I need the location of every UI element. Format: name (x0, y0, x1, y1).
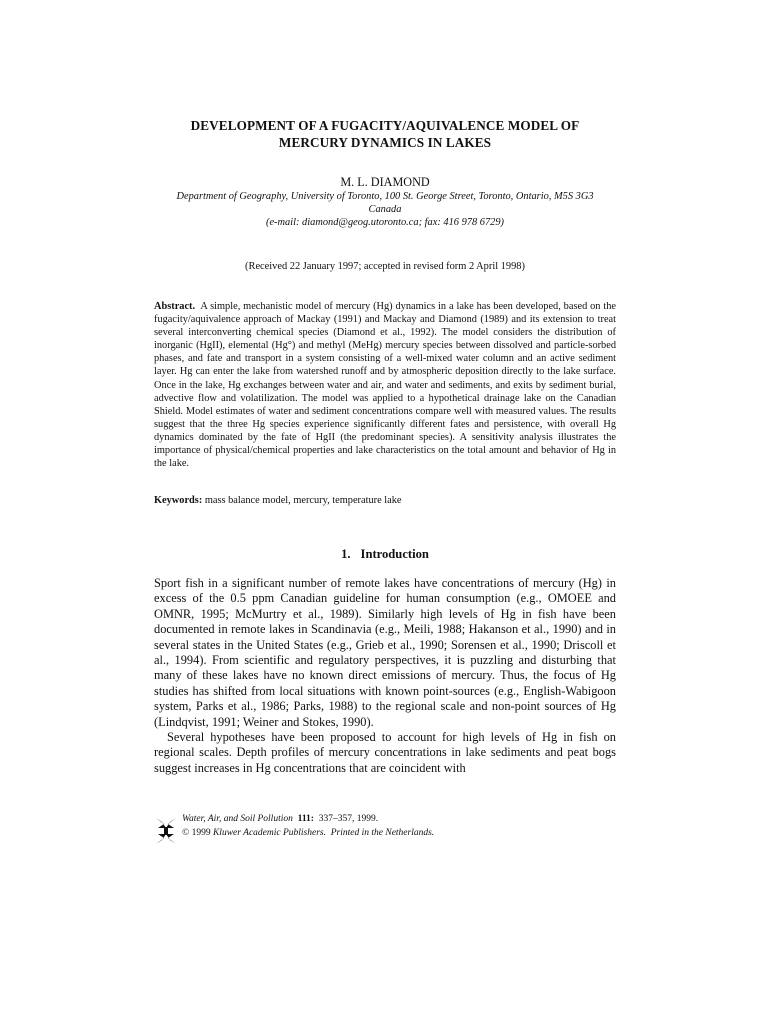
author-name: M. L. DIAMOND (340, 175, 430, 189)
keywords-text: mass balance model, mercury, temperature lake (204, 495, 402, 506)
affiliation (154, 190, 616, 229)
paragraph: Sport fish in a significant number of remote lakes have concentrations of mercury (Hg) in excess of the 0.5 ppm Canadian guideline for human consumption (e.g., OMOEE and OMNR, 1995; McMurtry et al., 1989). Similarly high levels of Hg in fish have been documented in remote lakes in Scandinavia (e.g., Meili, 1988; Hakanson et al., 1990) and in several states in the United States (e.g., Grieb et al., 1990; Sorensen et al., 1990; Driscoll et al., 1994). From scientific and regulatory perspectives, it is puzzling and disturbing that many of these lakes have no known direct emissions of mercury. Thus, the focus of Hg studies has shifted from local situations with known point-sources (e.g., English-Wabigoon system, Parks et al., 1986; Parks, 1988) to the regional scale and non-point sources of Hg (Lindqvist, 1991; Weiner and Stokes, 1990). (154, 576, 616, 729)
publisher: Kluwer Academic Publishers. (212, 828, 326, 838)
title-line-1: DEVELOPMENT OF A FUGACITY/AQUIVALENCE MODEL OF (190, 118, 580, 133)
body-text (154, 576, 616, 776)
abstract-label: Abstract. (154, 301, 196, 312)
keywords (154, 494, 616, 507)
paper-title (154, 117, 616, 151)
abstract-text: A simple, mechanistic model of mercury (Hg) dynamics in a lake has been developed, based on the fugacity/aquivalence approach of Mackay (1991) and Mackay and Diamond (1989) and its extension to treat several interconverting chemical species (Diamond et al., 1992). The model considers the distribution of inorganic (HgII), elemental (Hg°) and methyl (MeHg) mercury species between dissolved and particle-sorbed phases, and fate and transport in a system consisting of a well-mixed water column and an active sediment layer. Hg can enter the lake from watershed runoff and by atmospheric deposition directly to the lake surface. Once in the lake, Hg exchanges between water and air, and water and sediments, and exits by sediment burial, advective flow and volatilization. The model was applied to a hypothetical drainage lake on the Canadian Shield. Model estimates of water and sediment concentrations compare well with measured values. The results suggest that the three Hg species experience significantly different fates and persistence, with overall Hg dynamics dominated by the fate of HgII (the predominant species). A sensitivity analysis illustrates the importance of physical/chemical properties and lake characteristics on the total amount and behavior of Hg in the lake. (154, 301, 617, 470)
section-title: Introduction (360, 547, 429, 561)
affiliation-line-1: Department of Geography, University of Toronto, 100 St. George Street, Toronto, Ontario, M5S 3G3 (176, 191, 594, 202)
abstract (154, 300, 616, 470)
received-dates: (Received 22 January 1997; accepted in revised form 2 April 1998) (245, 261, 525, 272)
keywords-label: Keywords: (154, 495, 203, 506)
footer-line-1 (182, 812, 434, 826)
journal-pages: 337–357, 1999. (318, 814, 379, 824)
paragraph: Several hypotheses have been proposed to account for high levels of Hg in fish on regional scales. Depth profiles of mercury concentrations in lake sediments and peat bogs suggest increases in Hg concentrations that are coincident with (154, 730, 616, 775)
title-line-2: MERCURY DYNAMICS IN LAKES (278, 135, 492, 150)
affiliation-line-2: Canada (368, 204, 402, 215)
affiliation-line-3: (e-mail: diamond@geog.utoronto.ca; fax: 416 978 6729) (265, 217, 504, 228)
kluwer-logo-icon (154, 816, 178, 846)
journal-footer (154, 812, 616, 848)
section-heading (154, 546, 616, 562)
footer-line-2 (182, 826, 434, 840)
journal-volume: 111: (297, 814, 314, 824)
journal-name: Water, Air, and Soil Pollution (182, 814, 293, 824)
footer-text (182, 812, 434, 840)
copyright: © 1999 (182, 828, 211, 838)
section-number: 1. (341, 547, 351, 561)
printed-in: Printed in the Netherlands. (330, 828, 435, 838)
